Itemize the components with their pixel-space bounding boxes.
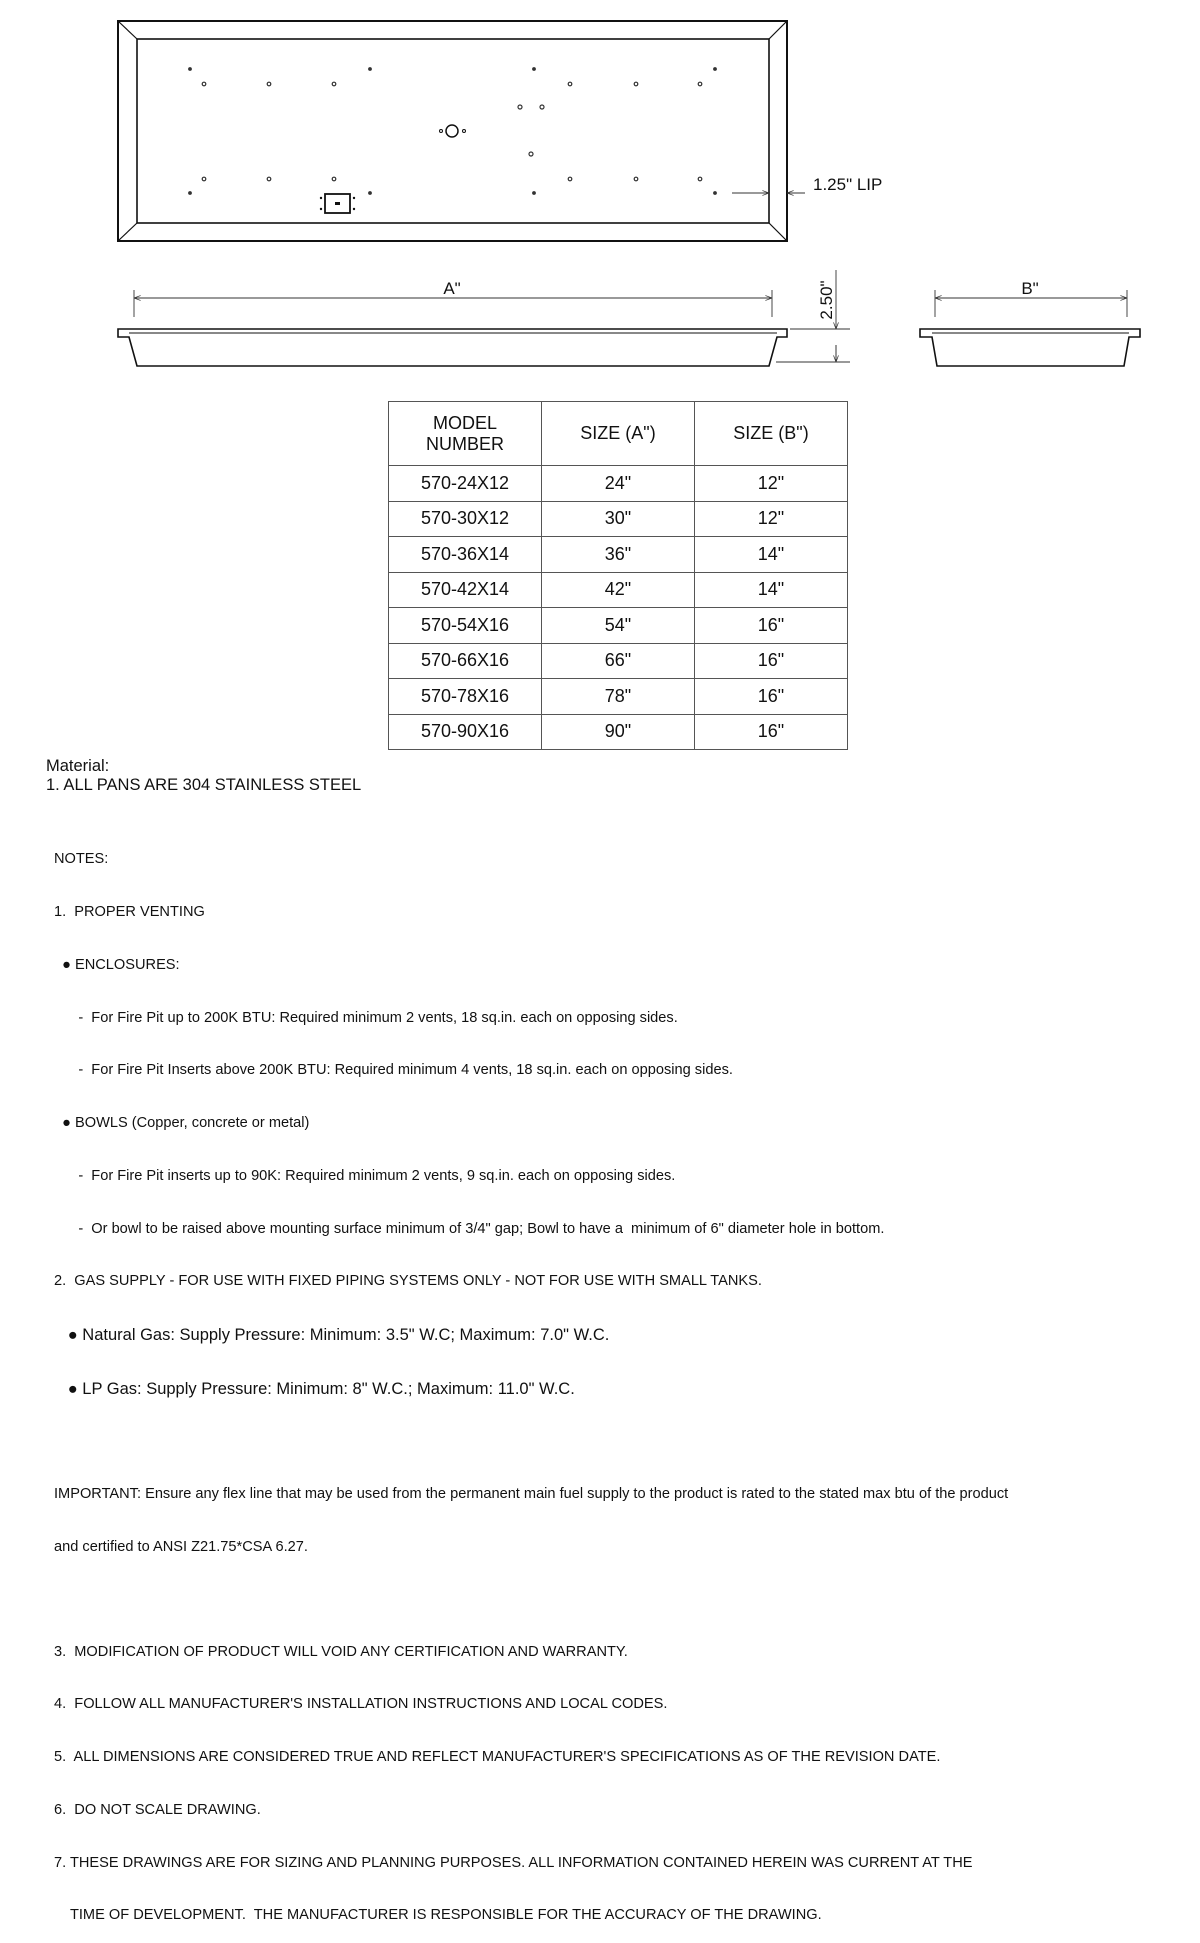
cell-size-a: 54" (542, 608, 695, 644)
junction-box (320, 194, 355, 213)
note-enclosures-1: - For Fire Pit up to 200K BTU: Required minimum 2 vents, 18 sq.in. each on opposing sides. (54, 1009, 678, 1026)
note-4: 4. FOLLOW ALL MANUFACTURER'S INSTALLATION INSTRUCTIONS AND LOCAL CODES. (54, 1696, 668, 1713)
note-2: 2. GAS SUPPLY - FOR USE WITH FIXED PIPING SYSTEMS ONLY - NOT FOR USE WITH SMALL TANKS. (54, 1273, 762, 1290)
note-7b: TIME OF DEVELOPMENT. THE MANUFACTURER IS RESPONSIBLE FOR THE ACCURACY OF THE DRAWING. (54, 1907, 822, 1924)
note-6: 6. DO NOT SCALE DRAWING. (54, 1801, 261, 1818)
material-section (46, 757, 361, 795)
pan-outer-rim (118, 21, 787, 241)
technical-drawing (0, 0, 1200, 400)
table-row (389, 643, 848, 679)
material-heading: Material: (46, 757, 110, 775)
note-lp-gas: ● LP Gas: Supply Pressure: Minimum: 8" W.C.; Maximum: 11.0" W.C. (54, 1379, 575, 1398)
notes-heading: NOTES: (54, 851, 109, 868)
cell-size-b: 12" (695, 501, 848, 537)
cell-size-a: 78" (542, 679, 695, 715)
cell-size-b: 16" (695, 714, 848, 750)
table-row (389, 572, 848, 608)
lip-label: 1.25" LIP (813, 175, 883, 194)
cell-model: 570-54X16 (389, 608, 542, 644)
cell-size-a: 42" (542, 572, 695, 608)
cell-size-b: 14" (695, 572, 848, 608)
table-row (389, 501, 848, 537)
cell-size-b: 14" (695, 537, 848, 573)
b-label: B" (1021, 279, 1039, 298)
note-enclosures: ● ENCLOSURES: (54, 956, 180, 973)
a-label: A" (443, 279, 461, 298)
height-label: 2.50" (817, 280, 836, 320)
top-view (118, 21, 787, 241)
table-row (389, 679, 848, 715)
header-model-number: MODEL NUMBER (389, 402, 542, 466)
note-5: 5. ALL DIMENSIONS ARE CONSIDERED TRUE AND REFLECT MANUFACTURER'S SPECIFICATIONS AS OF THE REVISION DATE. (54, 1749, 941, 1766)
cell-model: 570-24X12 (389, 466, 542, 502)
cell-size-b: 16" (695, 608, 848, 644)
cell-size-a: 90" (542, 714, 695, 750)
notes-section (54, 816, 1008, 1943)
header-size-b: SIZE (B") (695, 402, 848, 466)
cell-size-b: 16" (695, 679, 848, 715)
gas-inlet-hole (440, 125, 466, 137)
cell-size-a: 36" (542, 537, 695, 573)
model-size-table (388, 401, 848, 750)
important-line-1: IMPORTANT: Ensure any flex line that may be used from the permanent main fuel supply to the product is rated to the stated max btu of the product (54, 1485, 1009, 1502)
cell-model: 570-66X16 (389, 643, 542, 679)
cell-model: 570-36X14 (389, 537, 542, 573)
cell-size-b: 12" (695, 466, 848, 502)
note-natural-gas: ● Natural Gas: Supply Pressure: Minimum: 3.5" W.C; Maximum: 7.0" W.C. (54, 1326, 610, 1345)
material-item: 1. ALL PANS ARE 304 STAINLESS STEEL (46, 776, 362, 794)
cell-model: 570-90X16 (389, 714, 542, 750)
cell-model: 570-78X16 (389, 679, 542, 715)
note-7a: 7. THESE DRAWINGS ARE FOR SIZING AND PLANNING PURPOSES. ALL INFORMATION CONTAINED HEREIN WAS CURRENT AT THE (54, 1854, 973, 1871)
header-size-a: SIZE (A") (542, 402, 695, 466)
note-bowls-2: - Or bowl to be raised above mounting surface minimum of 3/4" gap; Bowl to have a minimum of 6" diameter hole in bottom. (54, 1220, 885, 1237)
table-row (389, 466, 848, 502)
mounting-holes (189, 68, 717, 195)
note-1: 1. PROPER VENTING (54, 903, 205, 920)
cell-model: 570-30X12 (389, 501, 542, 537)
table-row (389, 537, 848, 573)
important-line-2: and certified to ANSI Z21.75*CSA 6.27. (54, 1538, 308, 1555)
note-bowls: ● BOWLS (Copper, concrete or metal) (54, 1115, 310, 1132)
table-header-row (389, 402, 848, 466)
note-bowls-1: - For Fire Pit inserts up to 90K: Required minimum 2 vents, 9 sq.in. each on opposing sides. (54, 1167, 676, 1184)
cell-model: 570-42X14 (389, 572, 542, 608)
table-row (389, 608, 848, 644)
table-row (389, 714, 848, 750)
side-view (920, 329, 1140, 366)
cell-size-b: 16" (695, 643, 848, 679)
height-dimension (776, 270, 850, 362)
cell-size-a: 30" (542, 501, 695, 537)
cell-size-a: 24" (542, 466, 695, 502)
pan-inner-floor (137, 39, 769, 223)
note-enclosures-2: - For Fire Pit Inserts above 200K BTU: Required minimum 4 vents, 18 sq.in. each on opposing sides. (54, 1062, 733, 1079)
cell-size-a: 66" (542, 643, 695, 679)
note-3: 3. MODIFICATION OF PRODUCT WILL VOID ANY CERTIFICATION AND WARRANTY. (54, 1643, 628, 1660)
front-view (118, 329, 787, 366)
